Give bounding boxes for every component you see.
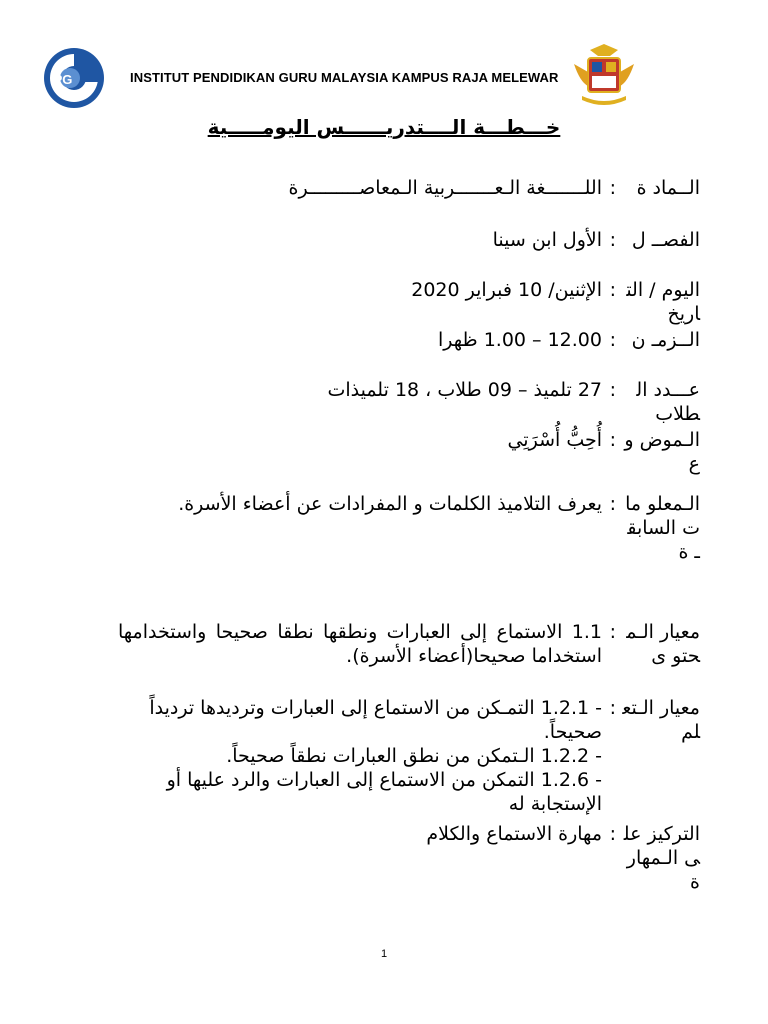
colon: : bbox=[609, 379, 616, 401]
colon: : bbox=[609, 229, 616, 251]
learning-standard-item: - 1.2.1 التمـكن من الاستماع إلى العبارات وترديدها ترديداً صحيحاً. bbox=[149, 697, 602, 743]
colon: : bbox=[609, 279, 616, 301]
value-time: 12.00 – 1.00 ظهرا bbox=[438, 329, 602, 351]
label-time: الــزمـ ن bbox=[631, 329, 700, 351]
value-topic: أُحِبُّ أُسْرَتِي bbox=[507, 429, 602, 451]
ipg-logo bbox=[40, 44, 108, 112]
label-topic: الـموض وع bbox=[624, 429, 700, 475]
page-number: 1 bbox=[380, 948, 388, 960]
value-skill-focus: مهارة الاستماع والكلام bbox=[426, 823, 602, 845]
value-subject: اللـــــــغة الـعـــــــربية الـمعاصـــــــــرة bbox=[288, 177, 602, 199]
label-skill-focus: التركيز على الـمهار ة bbox=[623, 823, 700, 893]
colon: : bbox=[609, 177, 616, 199]
learning-standard-item: - 1.2.2 الـتمكن من نطق العبارات نطقاً صحيحاً. bbox=[226, 745, 602, 767]
label-subject: الــماد ة bbox=[636, 177, 700, 199]
svg-text:iPG: iPG bbox=[50, 72, 73, 87]
label-class: الفصــ ل bbox=[631, 229, 700, 251]
colon: : bbox=[609, 823, 616, 845]
value-learning-standard bbox=[118, 696, 602, 816]
value-date: الإثنين/ 10 فبراير 2020 bbox=[411, 279, 602, 301]
colon: : bbox=[609, 329, 616, 351]
document-title: خـــطـــة الــــتدريــــــس اليومـــــية bbox=[207, 115, 561, 139]
label-content-standard: معيار الـمحتو ى bbox=[626, 621, 700, 667]
colon: : bbox=[609, 493, 616, 515]
learning-standard-item: - 1.2.6 التمكن من الاستماع إلى العبارات والرد عليها أو الإستجابة له bbox=[166, 769, 602, 815]
label-date: اليوم / التاريخ bbox=[626, 279, 700, 325]
colon: : bbox=[609, 697, 616, 719]
colon: : bbox=[609, 429, 616, 451]
value-students: 27 تلميذ – 09 طلاب ، 18 تلميذات bbox=[327, 379, 602, 401]
colon: : bbox=[609, 621, 616, 643]
label-prior-knowledge: الـمعلو مات السابقـ ة bbox=[625, 493, 700, 563]
malaysia-crest-logo bbox=[570, 42, 638, 110]
value-content-standard: 1.1 الاستماع إلى العبارات ونطقها نطقا صحيحا واستخدامها استخداما صحيحا(أعضاء الأسرة). bbox=[118, 621, 602, 667]
label-learning-standard: معيار الـتعلم bbox=[622, 697, 700, 743]
institute-name: INSTITUT PENDIDIKAN GURU MALAYSIA KAMPUS RAJA MELEWAR bbox=[130, 70, 559, 85]
value-prior-knowledge: يعرف التلاميذ الكلمات و المفرادات عن أعضاء الأسرة. bbox=[178, 493, 602, 515]
label-students: عـــدد الطلاب bbox=[636, 379, 700, 425]
value-class: الأول ابن سينا bbox=[492, 229, 602, 251]
